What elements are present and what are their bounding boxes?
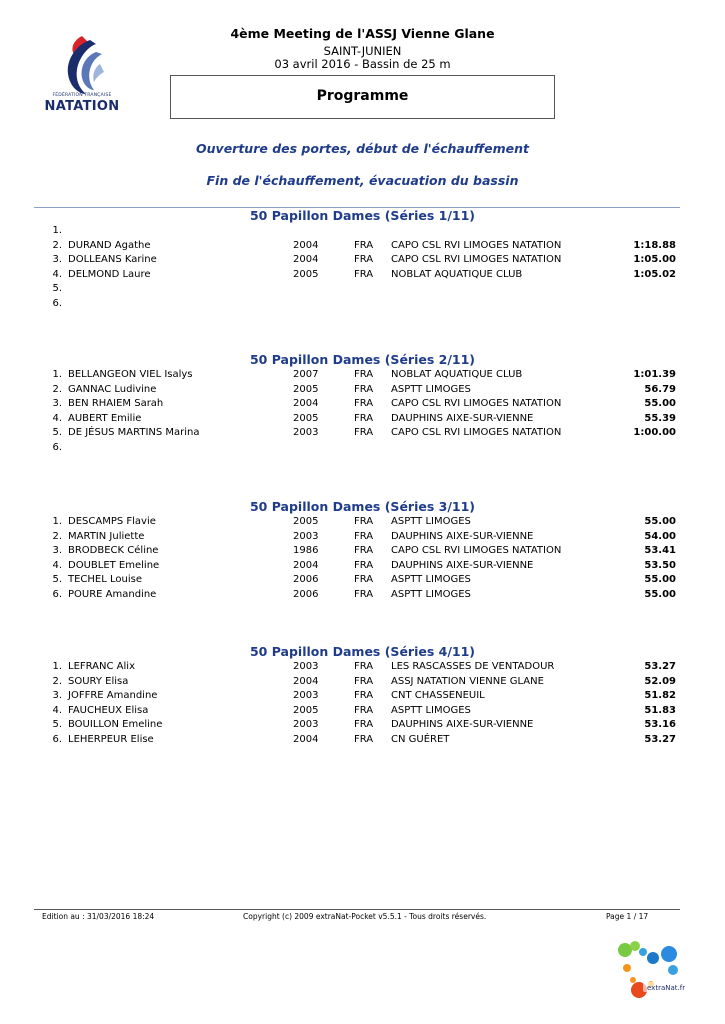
birth-year: 2004 xyxy=(293,559,319,571)
club-name: CAPO CSL RVI LIMOGES NATATION xyxy=(391,398,562,410)
swimmer-name: MARTIN Juliette xyxy=(68,530,145,542)
nationality: FRA xyxy=(354,589,374,600)
heat-row xyxy=(0,225,725,239)
birth-year: 2003 xyxy=(293,690,319,702)
nationality: FRA xyxy=(354,398,374,410)
heat-row xyxy=(0,516,725,530)
swimmer-name: LEHERPEUR Elise xyxy=(68,734,154,745)
entry-time: 1:00.00 xyxy=(633,427,676,439)
birth-year: 2004 xyxy=(293,734,319,745)
event-title: 50 Papillon Dames (Séries 1/11) xyxy=(249,208,476,223)
lane-number: 6. xyxy=(52,298,62,309)
event-title: 50 Papillon Dames (Séries 2/11) xyxy=(249,352,476,367)
club-name: CAPO CSL RVI LIMOGES NATATION xyxy=(391,239,562,251)
lane-number: 5. xyxy=(52,427,62,439)
nationality: FRA xyxy=(354,427,374,439)
programme-label: Programme xyxy=(316,88,409,104)
lane-number: 1. xyxy=(52,661,62,672)
lane-number: 1. xyxy=(52,225,62,236)
entry-time: 53.27 xyxy=(644,734,676,745)
lane-number: 3. xyxy=(52,545,62,557)
swimmer-name: SOURY Elisa xyxy=(68,675,129,687)
club-name: DAUPHINS AIXE-SUR-VIENNE xyxy=(391,412,534,424)
club-name: CAPO CSL RVI LIMOGES NATATION xyxy=(391,427,562,439)
swimmer-name: BRODBECK Céline xyxy=(68,545,159,557)
birth-year: 1986 xyxy=(293,545,319,557)
heat-row xyxy=(0,442,725,456)
swimmer-name: FAUCHEUX Elisa xyxy=(68,704,149,716)
nationality: FRA xyxy=(354,268,374,280)
nationality: FRA xyxy=(354,254,374,266)
note-doors-open: Ouverture des portes, début de l'échauffement xyxy=(196,141,529,156)
entry-time: 55.00 xyxy=(644,398,676,410)
entry-time: 1:05.02 xyxy=(633,268,676,280)
swimmer-name: GANNAC Ludivine xyxy=(68,383,157,395)
entry-time: 51.82 xyxy=(644,690,676,702)
lane-number: 4. xyxy=(52,412,62,424)
birth-year: 2006 xyxy=(293,589,319,600)
club-name: NOBLAT AQUATIQUE CLUB xyxy=(391,268,523,280)
entry-time: 56.79 xyxy=(644,383,676,395)
birth-year: 2005 xyxy=(293,268,319,280)
birth-year: 2004 xyxy=(293,239,319,251)
meeting-date-pool: 03 avril 2016 - Bassin de 25 m xyxy=(274,57,451,71)
club-name: ASPTT LIMOGES xyxy=(391,574,471,586)
heat-row xyxy=(0,369,725,383)
footer-copyright: Copyright (c) 2009 extraNat-Pocket v5.5.1 - Tous droits réservés. xyxy=(243,912,487,921)
entry-time: 53.41 xyxy=(644,545,676,557)
birth-year: 2004 xyxy=(293,254,319,266)
lane-number: 5. xyxy=(52,283,62,295)
birth-year: 2003 xyxy=(293,661,319,672)
entry-time: 55.00 xyxy=(644,589,676,600)
heat-row xyxy=(0,427,725,441)
lane-number: 5. xyxy=(52,574,62,586)
lane-number: 3. xyxy=(52,398,62,410)
birth-year: 2004 xyxy=(293,398,319,410)
birth-year: 2005 xyxy=(293,516,319,527)
nationality: FRA xyxy=(354,675,374,687)
swimmer-name: DURAND Agathe xyxy=(68,239,151,251)
club-name: CAPO CSL RVI LIMOGES NATATION xyxy=(391,254,562,266)
swimmer-name: BEN RHAIEM Sarah xyxy=(68,398,164,410)
entry-time: 1:01.39 xyxy=(633,369,676,380)
nationality: FRA xyxy=(354,704,374,716)
entry-time: 53.16 xyxy=(644,719,676,731)
heat-row xyxy=(0,705,725,719)
swimmer-name: DELMOND Laure xyxy=(68,268,151,280)
nationality: FRA xyxy=(354,239,374,251)
birth-year: 2005 xyxy=(293,704,319,716)
extranat-logo-icon xyxy=(613,938,685,1002)
lane-number: 4. xyxy=(52,704,62,716)
swimmer-name: JOFFRE Amandine xyxy=(68,690,158,702)
birth-year: 2007 xyxy=(293,369,319,380)
birth-year: 2006 xyxy=(293,574,319,586)
swimmer-name: BOUILLON Emeline xyxy=(68,719,163,731)
club-name: DAUPHINS AIXE-SUR-VIENNE xyxy=(391,559,534,571)
nationality: FRA xyxy=(354,734,374,745)
heat-row xyxy=(0,676,725,690)
lane-number: 4. xyxy=(52,268,62,280)
lane-number: 1. xyxy=(52,516,62,527)
heat-row xyxy=(0,398,725,412)
heat-row xyxy=(0,661,725,675)
lane-number: 6. xyxy=(52,589,62,600)
heat-row xyxy=(0,384,725,398)
heat-row xyxy=(0,560,725,574)
meeting-city: SAINT-JUNIEN xyxy=(323,44,402,58)
entry-time: 55.00 xyxy=(644,516,676,527)
lane-number: 2. xyxy=(52,530,62,542)
nationality: FRA xyxy=(354,383,374,395)
entry-time: 51.83 xyxy=(644,704,676,716)
lane-number: 6. xyxy=(52,442,62,453)
swimmer-name: DE JÉSUS MARTINS Marina xyxy=(68,427,200,439)
nationality: FRA xyxy=(354,719,374,731)
lane-number: 5. xyxy=(52,719,62,731)
swimmer-name: DOLLEANS Karine xyxy=(68,254,157,266)
club-name: CAPO CSL RVI LIMOGES NATATION xyxy=(391,545,562,557)
club-name: ASPTT LIMOGES xyxy=(391,383,471,395)
birth-year: 2003 xyxy=(293,719,319,731)
footer-edition: Edition au : 31/03/2016 18:24 xyxy=(42,912,155,921)
heat-row xyxy=(0,531,725,545)
swimmer-name: DESCAMPS Flavie xyxy=(68,516,156,527)
club-name: CN GUÉRET xyxy=(391,734,450,745)
logo-brand-text: NATATION xyxy=(44,99,120,114)
nationality: FRA xyxy=(354,545,374,557)
birth-year: 2005 xyxy=(293,412,319,424)
club-name: ASPTT LIMOGES xyxy=(391,704,471,716)
heat-row xyxy=(0,283,725,297)
heat-row xyxy=(0,545,725,559)
entry-time: 55.39 xyxy=(644,412,676,424)
event-title: 50 Papillon Dames (Séries 4/11) xyxy=(249,644,476,659)
nationality: FRA xyxy=(354,690,374,702)
note-warmup-end: Fin de l'échauffement, évacuation du bassin xyxy=(206,173,519,188)
lane-number: 2. xyxy=(52,383,62,395)
club-name: ASPTT LIMOGES xyxy=(391,589,471,600)
entry-time: 52.09 xyxy=(644,675,676,687)
club-name: DAUPHINS AIXE-SUR-VIENNE xyxy=(391,719,534,731)
entry-time: 1:05.00 xyxy=(633,254,676,266)
swimmer-name: TECHEL Louise xyxy=(68,574,142,586)
event-title: 50 Papillon Dames (Séries 3/11) xyxy=(249,499,476,514)
lane-number: 1. xyxy=(52,369,62,380)
birth-year: 2005 xyxy=(293,383,319,395)
entry-time: 1:18.88 xyxy=(633,239,676,251)
entry-time: 53.27 xyxy=(644,661,676,672)
heat-row xyxy=(0,690,725,704)
lane-number: 3. xyxy=(52,254,62,266)
heat-row xyxy=(0,413,725,427)
nationality: FRA xyxy=(354,516,374,527)
lane-number: 4. xyxy=(52,559,62,571)
logo-federation-text: FÉDÉRATION FRANÇAISE xyxy=(52,93,112,98)
heat-row xyxy=(0,298,725,312)
lane-number: 2. xyxy=(52,675,62,687)
heat-row xyxy=(0,719,725,733)
nationality: FRA xyxy=(354,661,374,672)
svg-text:extraNat.fr: extraNat.fr xyxy=(647,984,685,992)
heat-row xyxy=(0,240,725,254)
lane-number: 6. xyxy=(52,734,62,745)
nationality: FRA xyxy=(354,559,374,571)
footer-page: Page 1 / 17 xyxy=(606,912,649,921)
birth-year: 2003 xyxy=(293,530,319,542)
entry-time: 53.50 xyxy=(644,559,676,571)
swimmer-name: BELLANGEON VIEL Isalys xyxy=(68,369,193,380)
lane-number: 3. xyxy=(52,690,62,702)
swimmer-name: AUBERT Emilie xyxy=(68,412,142,424)
programme-box xyxy=(170,75,555,119)
nationality: FRA xyxy=(354,412,374,424)
entry-time: 55.00 xyxy=(644,574,676,586)
lane-number: 2. xyxy=(52,239,62,251)
heat-row xyxy=(0,254,725,268)
nationality: FRA xyxy=(354,530,374,542)
swimmer-name: POURE Amandine xyxy=(68,589,157,600)
club-name: CNT CHASSENEUIL xyxy=(391,690,485,702)
meeting-title: 4ème Meeting de l'ASSJ Vienne Glane xyxy=(230,26,495,41)
heat-row xyxy=(0,574,725,588)
club-name: LES RASCASSES DE VENTADOUR xyxy=(391,661,555,672)
nationality: FRA xyxy=(354,369,374,380)
club-name: NOBLAT AQUATIQUE CLUB xyxy=(391,369,523,380)
birth-year: 2003 xyxy=(293,427,319,439)
swimmer-name: LEFRANC Alix xyxy=(68,661,135,672)
club-name: ASPTT LIMOGES xyxy=(391,516,471,527)
heat-row xyxy=(0,734,725,748)
heat-row xyxy=(0,589,725,603)
entry-time: 54.00 xyxy=(644,530,676,542)
swimmer-name: DOUBLET Emeline xyxy=(68,559,160,571)
birth-year: 2004 xyxy=(293,675,319,687)
nationality: FRA xyxy=(354,574,374,586)
club-name: DAUPHINS AIXE-SUR-VIENNE xyxy=(391,530,534,542)
footer-divider xyxy=(34,909,680,910)
club-name: ASSJ NATATION VIENNE GLANE xyxy=(391,675,544,687)
heat-row xyxy=(0,269,725,283)
